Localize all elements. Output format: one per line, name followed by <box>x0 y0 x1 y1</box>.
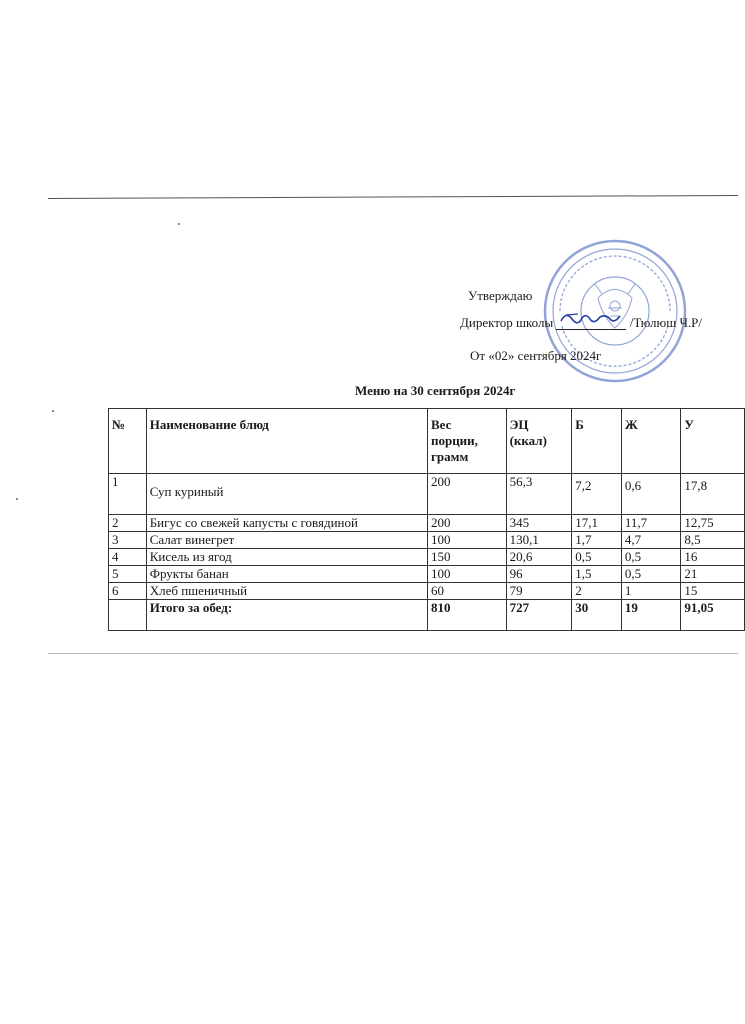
scan-speck <box>16 498 18 500</box>
cell-carbs: 17,8 <box>681 474 745 515</box>
cell-num <box>109 600 147 631</box>
approval-date: От «02» сентября 2024г <box>470 348 602 363</box>
cell-num: 3 <box>109 532 147 549</box>
header-protein: Б <box>572 409 622 474</box>
cell-carbs: 12,75 <box>681 515 745 532</box>
table-row <box>109 515 745 532</box>
cell-fat: 4,7 <box>621 532 681 549</box>
approve-label: Утверждаю <box>468 288 533 303</box>
cell-name: Салат винегрет <box>146 532 427 549</box>
header-weight-line2: порции, <box>430 433 478 448</box>
cell-name: Кисель из ягод <box>146 549 427 566</box>
scan-speck <box>52 410 54 412</box>
director-line <box>460 315 702 330</box>
cell-energy: 20,6 <box>506 549 572 566</box>
cell-fat: 0,5 <box>621 566 681 583</box>
table-row <box>109 566 745 583</box>
cell-protein: 1,5 <box>572 566 622 583</box>
director-label: Директор школы <box>460 315 554 330</box>
header-weight-line3: грамм <box>430 449 469 464</box>
cell-protein: 2 <box>572 583 622 600</box>
cell-protein: 1,7 <box>572 532 622 549</box>
cell-num: 2 <box>109 515 147 532</box>
cell-carbs: 21 <box>681 566 745 583</box>
cell-weight: 150 <box>427 549 506 566</box>
cell-weight: 100 <box>427 566 506 583</box>
signature-field <box>556 317 626 330</box>
total-carbs: 91,05 <box>681 600 745 631</box>
table-row <box>109 549 745 566</box>
cell-energy: 56,3 <box>506 474 572 515</box>
table-row <box>109 474 745 515</box>
cell-num: 1 <box>109 474 147 515</box>
cell-energy: 345 <box>506 515 572 532</box>
total-protein: 30 <box>572 600 622 631</box>
cell-num: 6 <box>109 583 147 600</box>
header-name: Наименование блюд <box>146 409 427 474</box>
table-row <box>109 583 745 600</box>
cell-fat: 0,6 <box>621 474 681 515</box>
scan-edge-bottom <box>48 653 738 654</box>
cell-weight: 200 <box>427 474 506 515</box>
cell-fat: 11,7 <box>621 515 681 532</box>
menu-table <box>108 408 745 631</box>
cell-protein: 7,2 <box>572 474 622 515</box>
cell-carbs: 8,5 <box>681 532 745 549</box>
table-total-row <box>109 600 745 631</box>
cell-num: 5 <box>109 566 147 583</box>
header-carbs: У <box>681 409 745 474</box>
cell-protein: 17,1 <box>572 515 622 532</box>
total-label: Итого за обед: <box>146 600 427 631</box>
cell-energy: 130,1 <box>506 532 572 549</box>
page-title: Меню на 30 сентября 2024г <box>355 383 516 398</box>
director-name: /Тюлюш Ч.Р/ <box>629 315 703 330</box>
scan-speck <box>178 223 180 225</box>
scan-edge-top <box>48 195 738 199</box>
cell-name: Бигус со свежей капусты с говядиной <box>146 515 427 532</box>
cell-num: 4 <box>109 549 147 566</box>
header-energy-line1: ЭЦ <box>509 417 529 432</box>
cell-name: Хлеб пшеничный <box>146 583 427 600</box>
cell-carbs: 16 <box>681 549 745 566</box>
total-weight: 810 <box>427 600 506 631</box>
table-header-row <box>109 409 745 474</box>
total-energy: 727 <box>506 600 572 631</box>
header-energy-line2: (ккал) <box>509 433 547 448</box>
total-fat: 19 <box>621 600 681 631</box>
cell-fat: 1 <box>621 583 681 600</box>
header-num: № <box>109 409 147 474</box>
header-fat: Ж <box>621 409 681 474</box>
header-weight-line1: Вес <box>430 417 452 432</box>
cell-name: Фрукты банан <box>146 566 427 583</box>
cell-weight: 100 <box>427 532 506 549</box>
cell-weight: 200 <box>427 515 506 532</box>
table-row <box>109 532 745 549</box>
cell-carbs: 15 <box>681 583 745 600</box>
cell-fat: 0,5 <box>621 549 681 566</box>
cell-weight: 60 <box>427 583 506 600</box>
cell-protein: 0,5 <box>572 549 622 566</box>
header-energy <box>506 409 572 474</box>
header-weight <box>427 409 506 474</box>
signature <box>558 309 624 329</box>
cell-energy: 96 <box>506 566 572 583</box>
cell-energy: 79 <box>506 583 572 600</box>
cell-name: Суп куриный <box>146 474 427 515</box>
